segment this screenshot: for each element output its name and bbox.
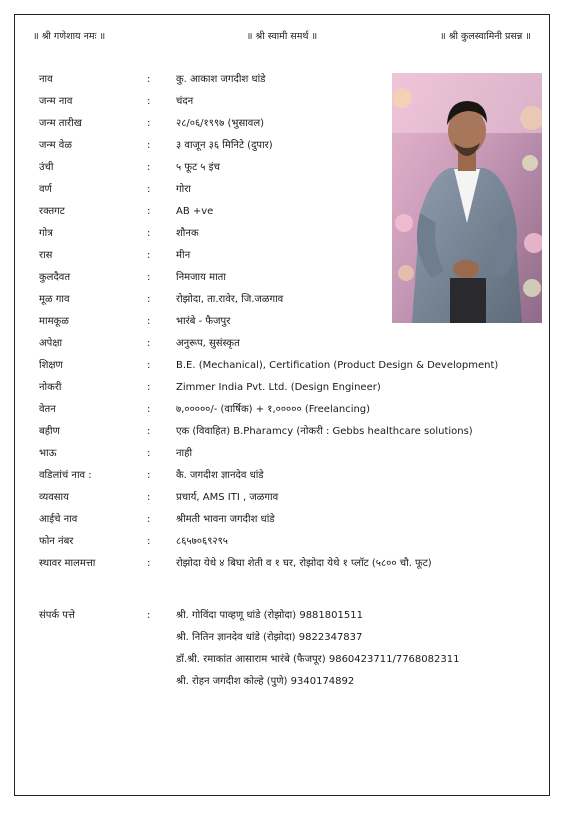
field-value: चंदन <box>176 96 194 107</box>
field-value: शौनक <box>176 228 199 239</box>
field-value: श्रीमती भावना जगदीश धांडे <box>176 514 275 525</box>
field-label: नाव <box>39 74 53 85</box>
field-label: शिक्षण <box>39 360 63 371</box>
field-label: मामकूळ <box>39 316 69 327</box>
field-value: गोरा <box>176 184 191 195</box>
field-separator: : <box>147 118 151 129</box>
field-separator: : <box>147 492 151 503</box>
field-label: व्यवसाय <box>39 492 69 503</box>
biodata-page <box>14 14 550 796</box>
field-label: गोत्र <box>39 228 53 239</box>
field-separator: : <box>147 228 151 239</box>
field-value: AB +ve <box>176 206 214 217</box>
field-label: जन्म वेळ <box>39 140 72 151</box>
header-center-invocation: ॥ श्री स्वामी समर्थ ॥ <box>246 31 318 42</box>
field-value: ७,०००००/- (वार्षिक) + १,००००० (Freelancing) <box>176 404 371 415</box>
field-value: भारंबे - फैजपुर <box>176 316 231 327</box>
field-separator: : <box>147 514 151 525</box>
field-label: वर्ण <box>39 184 52 195</box>
field-label: बहीण <box>39 426 60 437</box>
field-separator: : <box>147 338 151 349</box>
field-value: एक (विवाहित) B.Pharamcy (नोकरी : Gebbs healthcare solutions) <box>176 426 473 437</box>
field-value: Zimmer India Pvt. Ltd. (Design Engineer) <box>176 382 381 393</box>
field-label: जन्म नाव <box>39 96 73 107</box>
field-label: भाऊ <box>39 448 57 459</box>
field-separator: : <box>147 294 151 305</box>
field-separator: : <box>147 206 151 217</box>
field-value: कै. जगदीश ज्ञानदेव धांडे <box>176 470 264 481</box>
field-label: मूळ गाव <box>39 294 70 305</box>
profile-photo <box>392 73 542 323</box>
field-value: अनुरूप, सुसंस्कृत <box>176 338 240 349</box>
field-value: ३ वाजून ३६ मिनिटे (दुपार) <box>176 140 273 151</box>
field-separator: : <box>147 96 151 107</box>
contacts-label: संपर्क पत्ते <box>39 610 75 621</box>
field-separator: : <box>147 184 151 195</box>
field-separator: : <box>147 74 151 85</box>
field-separator: : <box>147 316 151 327</box>
contact-line: डॉ.श्री. रमाकांत आसाराम भारंबे (फैजपूर) 9860423711/7768082311 <box>176 654 460 665</box>
field-separator: : <box>147 558 151 569</box>
field-value: नाही <box>176 448 193 459</box>
field-separator: : <box>147 536 151 547</box>
field-separator: : <box>147 610 151 621</box>
contact-line: श्री. नितिन ज्ञानदेव धांडे (रोझोदा) 9822347837 <box>176 632 363 643</box>
field-value: ५ फूट ५ इंच <box>176 162 220 173</box>
field-separator: : <box>147 360 151 371</box>
field-label: अपेक्षा <box>39 338 63 349</box>
field-value: २८/०६/१९९७ (भुसावल) <box>176 118 265 129</box>
field-label: उंची <box>39 162 54 173</box>
field-separator: : <box>147 382 151 393</box>
field-label: वडिलांचं नाव : <box>39 470 92 481</box>
field-separator: : <box>147 404 151 415</box>
contact-line: श्री. गोविंदा पाव्हणू धांडे (रोझोदा) 9881801511 <box>176 610 363 621</box>
field-separator: : <box>147 250 151 261</box>
field-separator: : <box>147 272 151 283</box>
field-separator: : <box>147 426 151 437</box>
field-label: नोकरी <box>39 382 62 393</box>
header-right-invocation: ॥ श्री कुलस्वामिनी प्रसन्न ॥ <box>440 31 531 42</box>
field-value: रोझोदा, ता.रावेर, जि.जळगाव <box>176 294 284 305</box>
field-label: रक्तगट <box>39 206 65 217</box>
field-value: प्रचार्य, AMS ITI , जळगाव <box>176 492 279 503</box>
header-left-invocation: ॥ श्री गणेशाय नमः ॥ <box>33 31 106 42</box>
field-label: रास <box>39 250 53 261</box>
field-value: B.E. (Mechanical), Certification (Product Design & Development) <box>176 360 499 371</box>
field-value: ८६५७०६९२९५ <box>176 536 228 547</box>
field-label: आईचे नाव <box>39 514 78 525</box>
field-label: कुलदैवत <box>39 272 71 283</box>
contact-line: श्री. रोहन जगदीश कोल्हे (पुणे) 9340174892 <box>176 676 355 687</box>
field-value: मीन <box>176 250 191 261</box>
field-label: जन्म तारीख <box>39 118 82 129</box>
field-separator: : <box>147 162 151 173</box>
field-label: स्थावर मालमत्ता <box>39 558 96 569</box>
field-value: रोझोदा येथे ४ बिघा शेती व १ घर, रोझोदा येथे १ प्लॉट (५८०० चौ. फूट) <box>176 558 432 569</box>
field-label: वेतन <box>39 404 56 415</box>
field-value: कु. आकाश जगदीश धांडे <box>176 74 266 85</box>
field-separator: : <box>147 448 151 459</box>
field-value: निमजाय माता <box>176 272 226 283</box>
field-separator: : <box>147 470 151 481</box>
field-separator: : <box>147 140 151 151</box>
field-label: फोन नंबर <box>39 536 74 547</box>
